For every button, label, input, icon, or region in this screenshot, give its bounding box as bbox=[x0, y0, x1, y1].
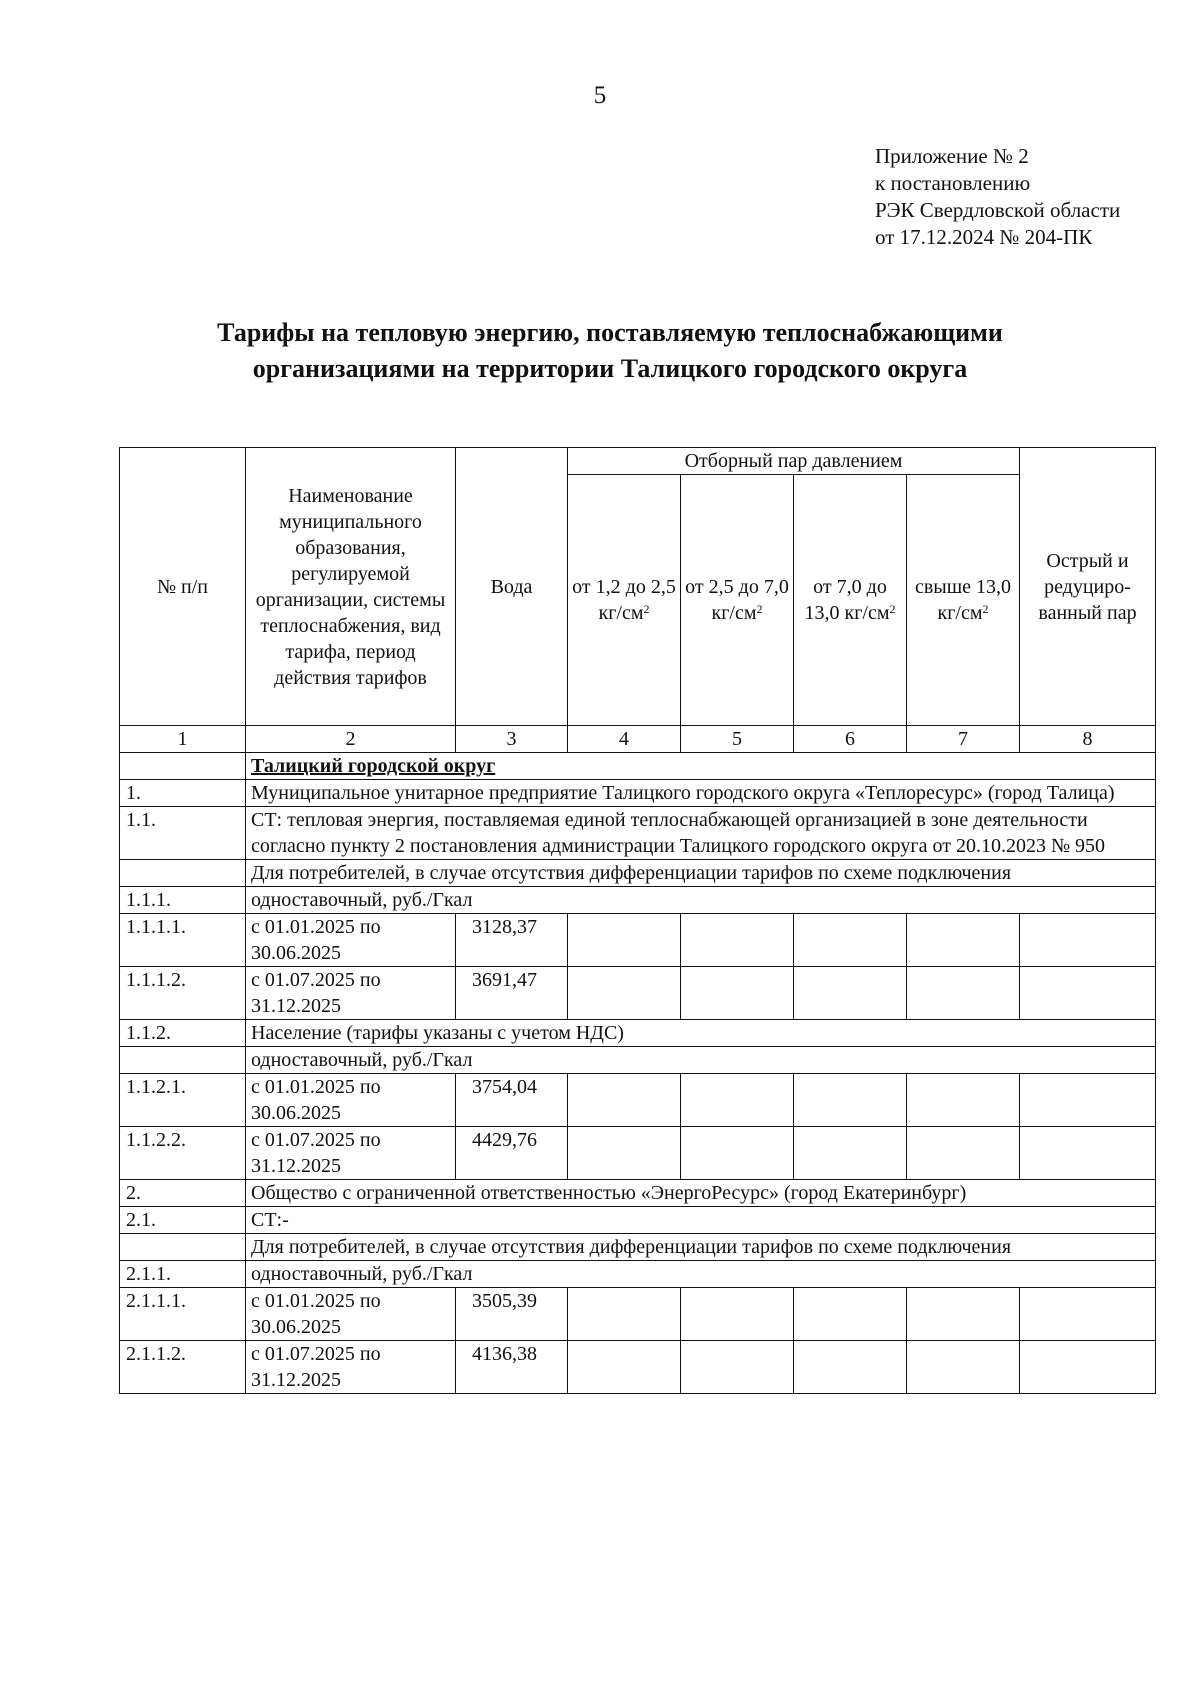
empty-cell bbox=[1020, 1288, 1156, 1341]
table-row bbox=[120, 1261, 1156, 1288]
title-line: Тарифы на тепловую энергию, поставляемую теплоснабжающими bbox=[217, 318, 1003, 347]
header-row bbox=[120, 448, 1156, 475]
appendix-line: от 17.12.2024 № 204-ПК bbox=[875, 225, 1093, 249]
tariff-row bbox=[120, 1074, 1156, 1127]
column-number: 6 bbox=[794, 726, 907, 753]
row-water-value: 3505,39 bbox=[456, 1288, 568, 1341]
column-number: 2 bbox=[246, 726, 456, 753]
empty-cell bbox=[681, 1341, 794, 1394]
empty-cell bbox=[1020, 914, 1156, 967]
empty-cell bbox=[681, 1074, 794, 1127]
row-number: 1.1.2. bbox=[120, 1020, 246, 1047]
empty-cell bbox=[681, 1127, 794, 1180]
empty-cell bbox=[568, 914, 681, 967]
row-number bbox=[120, 1047, 246, 1074]
column-number: 5 bbox=[681, 726, 794, 753]
table-row bbox=[120, 780, 1156, 807]
table-row bbox=[120, 1234, 1156, 1261]
empty-cell bbox=[907, 1288, 1020, 1341]
row-number: 1.1.2.1. bbox=[120, 1074, 246, 1127]
row-period: с 01.07.2025 по 31.12.2025 bbox=[246, 1341, 456, 1394]
column-number-row bbox=[120, 726, 1156, 753]
header-name: Наименование муниципального образования, регулируемой организации, системы теплоснабжения, вид тарифа, период действия тарифов bbox=[246, 448, 456, 726]
row-number bbox=[120, 753, 246, 780]
row-water-value: 4429,76 bbox=[456, 1127, 568, 1180]
table-row bbox=[120, 1180, 1156, 1207]
empty-cell bbox=[1020, 1127, 1156, 1180]
appendix-block bbox=[875, 143, 1120, 251]
header-water: Вода bbox=[456, 448, 568, 726]
empty-cell bbox=[794, 1074, 907, 1127]
page-number: 5 bbox=[593, 82, 607, 109]
empty-cell bbox=[907, 967, 1020, 1020]
tariff-row bbox=[120, 967, 1156, 1020]
row-number: 2.1.1.1. bbox=[120, 1288, 246, 1341]
header-steam-3: от 7,0 до 13,0 $кг/см^2$ bbox=[794, 475, 907, 726]
row-text: Для потребителей, в случае отсутствия дифференциации тарифов по схеме подключения bbox=[246, 860, 1156, 887]
row-period: с 01.07.2025 по 31.12.2025 bbox=[246, 967, 456, 1020]
row-number: 2.1. bbox=[120, 1207, 246, 1234]
empty-cell bbox=[907, 914, 1020, 967]
row-number: 1.1.1. bbox=[120, 887, 246, 914]
header-number: № п/п bbox=[120, 448, 246, 726]
row-text: Муниципальное унитарное предприятие Талицкого городского округа «Теплоресурс» (город Талица) bbox=[246, 780, 1156, 807]
row-text: одноставочный, руб./Гкал bbox=[246, 1047, 1156, 1074]
empty-cell bbox=[907, 1341, 1020, 1394]
empty-cell bbox=[568, 1074, 681, 1127]
tariff-table bbox=[119, 447, 1156, 1394]
header-steam-1: от 1,2 до 2,5 $кг/см^2$ bbox=[568, 475, 681, 726]
row-text: Население (тарифы указаны с учетом НДС) bbox=[246, 1020, 1156, 1047]
empty-cell bbox=[794, 1127, 907, 1180]
empty-cell bbox=[907, 1127, 1020, 1180]
row-water-value: 4136,38 bbox=[456, 1341, 568, 1394]
row-number: 2.1.1. bbox=[120, 1261, 246, 1288]
empty-cell bbox=[907, 1074, 1020, 1127]
appendix-line: РЭК Свердловской области bbox=[875, 198, 1121, 222]
table-row bbox=[120, 807, 1156, 860]
row-text: Общество с ограниченной ответственностью «ЭнергоРесурс» (город Екатеринбург) bbox=[246, 1180, 1156, 1207]
row-number bbox=[120, 860, 246, 887]
column-number: 7 bbox=[907, 726, 1020, 753]
table-row bbox=[120, 1020, 1156, 1047]
section-title: Талицкий городской округ bbox=[246, 753, 1156, 780]
column-number: 4 bbox=[568, 726, 681, 753]
row-number: 2. bbox=[120, 1180, 246, 1207]
empty-cell bbox=[1020, 1341, 1156, 1394]
empty-cell bbox=[794, 1288, 907, 1341]
appendix-line: Приложение № 2 bbox=[875, 144, 1029, 168]
table-row bbox=[120, 887, 1156, 914]
row-text: СТ: тепловая энергия, поставляемая единой теплоснабжающей организацией в зоне деятельности согласно пункту 2 постановления администрации Талицкого городского округа от 20.10.2023 № 950 bbox=[246, 807, 1156, 860]
tariff-row bbox=[120, 1288, 1156, 1341]
empty-cell bbox=[794, 1341, 907, 1394]
row-number: 1. bbox=[120, 780, 246, 807]
row-period: с 01.01.2025 по 30.06.2025 bbox=[246, 1288, 456, 1341]
row-number: 1.1. bbox=[120, 807, 246, 860]
row-water-value: 3691,47 bbox=[456, 967, 568, 1020]
column-number: 8 bbox=[1020, 726, 1156, 753]
empty-cell bbox=[568, 1341, 681, 1394]
row-number bbox=[120, 1234, 246, 1261]
empty-cell bbox=[1020, 1074, 1156, 1127]
row-number: 1.1.1.1. bbox=[120, 914, 246, 967]
tariff-row bbox=[120, 1341, 1156, 1394]
tariff-row bbox=[120, 914, 1156, 967]
empty-cell bbox=[681, 914, 794, 967]
row-number: 1.1.1.2. bbox=[120, 967, 246, 1020]
document-title bbox=[160, 315, 1060, 387]
header-steam-4: свыше 13,0 $кг/см^2$ bbox=[907, 475, 1020, 726]
row-period: с 01.07.2025 по 31.12.2025 bbox=[246, 1127, 456, 1180]
empty-cell bbox=[568, 967, 681, 1020]
empty-cell bbox=[681, 1288, 794, 1341]
header-steam-group: Отборный пар давлением bbox=[568, 448, 1020, 475]
row-period: с 01.01.2025 по 30.06.2025 bbox=[246, 914, 456, 967]
table-row bbox=[120, 1207, 1156, 1234]
appendix-line: к постановлению bbox=[875, 171, 1031, 195]
empty-cell bbox=[794, 967, 907, 1020]
section-row bbox=[120, 753, 1156, 780]
header-sharp-steam: Острый и редуциро-ванный пар bbox=[1020, 448, 1156, 726]
empty-cell bbox=[681, 967, 794, 1020]
row-period: с 01.01.2025 по 30.06.2025 bbox=[246, 1074, 456, 1127]
column-number: 3 bbox=[456, 726, 568, 753]
row-text: одноставочный, руб./Гкал bbox=[246, 887, 1156, 914]
row-number: 2.1.1.2. bbox=[120, 1341, 246, 1394]
title-line: организациями на территории Талицкого городского округа bbox=[252, 354, 968, 383]
row-number: 1.1.2.2. bbox=[120, 1127, 246, 1180]
row-water-value: 3128,37 bbox=[456, 914, 568, 967]
row-text: Для потребителей, в случае отсутствия дифференциации тарифов по схеме подключения bbox=[246, 1234, 1156, 1261]
header-steam-2: от 2,5 до 7,0 $кг/см^2$ bbox=[681, 475, 794, 726]
row-text: СТ:- bbox=[246, 1207, 1156, 1234]
table-row bbox=[120, 860, 1156, 887]
column-number: 1 bbox=[120, 726, 246, 753]
empty-cell bbox=[568, 1127, 681, 1180]
tariff-row bbox=[120, 1127, 1156, 1180]
row-text: одноставочный, руб./Гкал bbox=[246, 1261, 1156, 1288]
table-row bbox=[120, 1047, 1156, 1074]
empty-cell bbox=[794, 914, 907, 967]
empty-cell bbox=[1020, 967, 1156, 1020]
row-water-value: 3754,04 bbox=[456, 1074, 568, 1127]
empty-cell bbox=[568, 1288, 681, 1341]
